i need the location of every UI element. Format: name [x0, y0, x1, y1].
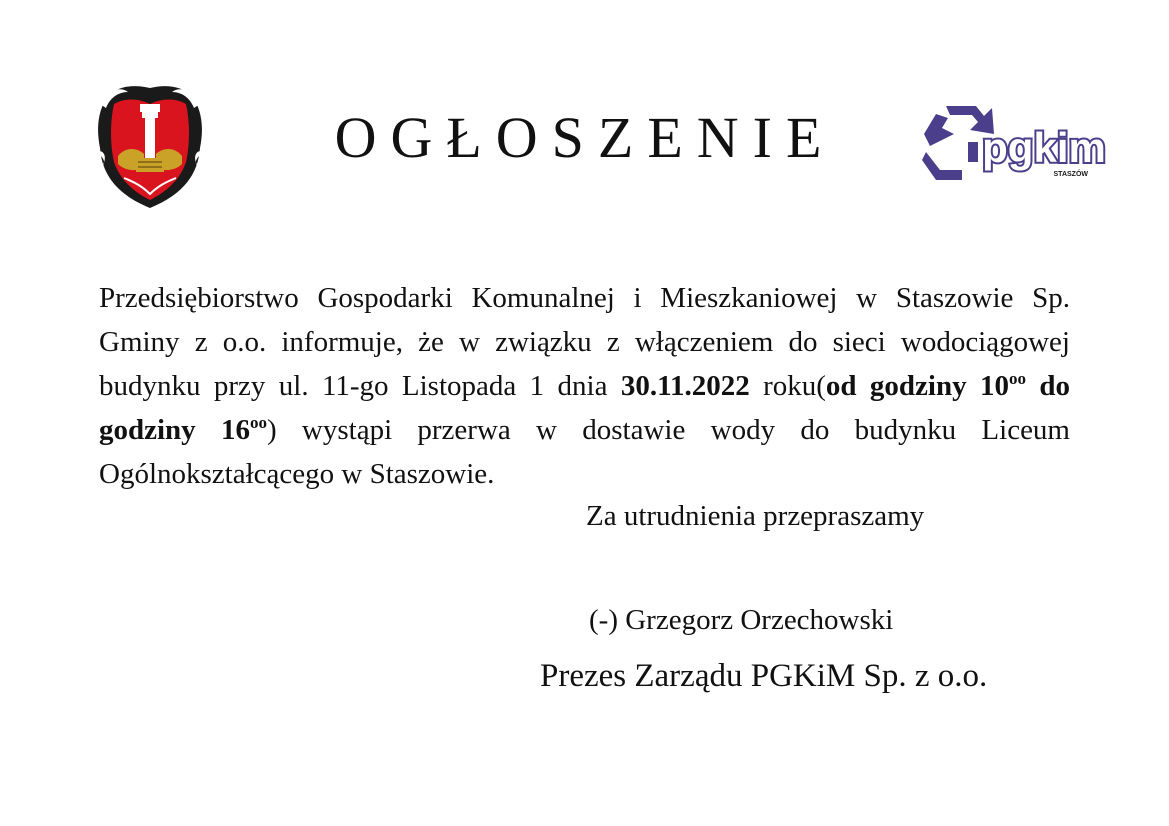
notice-text-end: ) wystąpi przerwa w dostawie wody do budynku Liceum Ogólnokształcącego w Staszowie.: [99, 414, 1070, 490]
notice-body: [99, 276, 1070, 496]
logo-name: pgkim: [982, 124, 1106, 171]
hours-from: od godziny 10: [825, 370, 1009, 402]
notice-text-start: Przedsiębiorstwo Gospodarki Komunalnej i Mieszkaniowej w Staszowie Sp. Gminy z o.o. informuje, że w związku z włączeniem do sieci wodociągowej budynku przy ul. 11-go Listopada 1 dnia: [99, 282, 1070, 402]
signature-position: Prezes Zarządu PGKiM Sp. z o.o.: [540, 658, 988, 694]
page-title: OGŁOSZENIE: [334, 105, 836, 170]
hours-to: do godziny 16: [99, 370, 1070, 446]
hours-to-minutes: oo: [249, 413, 267, 432]
signature-name: (-) Grzegorz Orzechowski: [589, 604, 894, 636]
apology-text: Za utrudnienia przepraszamy: [586, 500, 925, 532]
staszow-coat-of-arms-icon: [94, 82, 206, 210]
logo-subtitle: STASZÓW: [1053, 171, 1088, 178]
hours-from-minutes: oo: [1008, 369, 1026, 388]
pgkim-logo: [918, 100, 1108, 180]
notice-text-roku: roku(: [749, 370, 826, 402]
notice-date: 30.11.2022: [620, 370, 750, 402]
